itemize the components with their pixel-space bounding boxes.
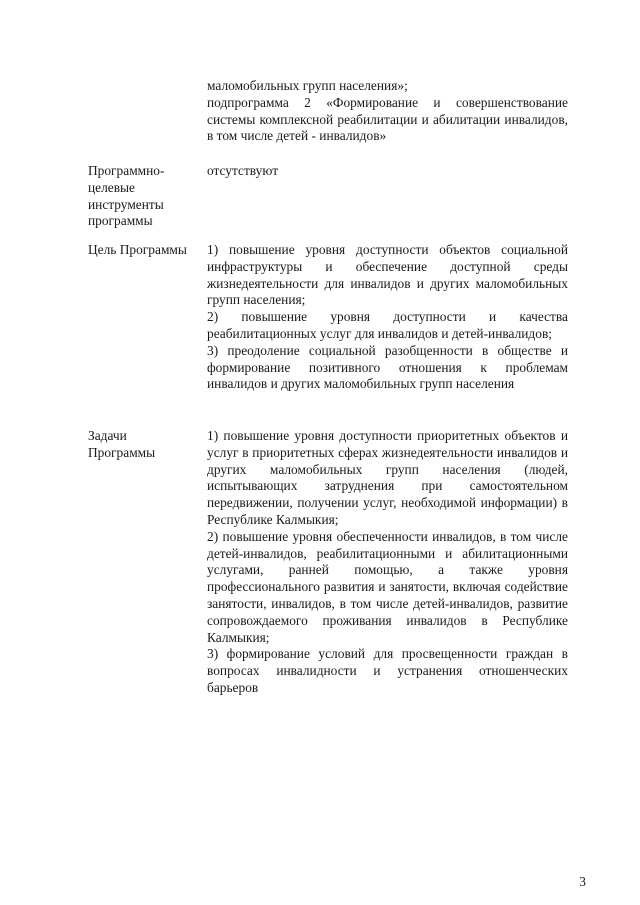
goal-label: Цель Программы xyxy=(88,242,187,257)
subprogram-1-tail: маломобильных групп населения»; xyxy=(207,78,408,93)
goal-item: 1) повышение уровня доступности объектов социальной инфраструктуры и обеспечение доступной среды жизнедеятельности для инвалидов и других маломобильных групп населения; xyxy=(207,242,568,308)
instruments-value: отсутствуют xyxy=(207,163,279,178)
tasks-content xyxy=(207,428,568,697)
goal-item: 2) повышение уровня доступности и качества реабилитационных услуг для инвалидов и детей-инвалидов; xyxy=(207,309,568,341)
task-item: 2) повышение уровня обеспеченности инвалидов, в том числе детей-инвалидов, реабилитационными и абилитационными услугами, ранней помощью, а также уровня профессионального развития и занятости, включая содействие занятости, инвалидов, в том числе детей-инвалидов, развитие сопровождаемого проживания инвалидов в Республике Калмыкия; xyxy=(207,528,568,645)
goal-item: 3) преодоление социальной разобщенности в обществе и формирование позитивного отношения к проблемам инвалидов и других маломобильных групп населения xyxy=(207,342,568,392)
subprograms-continuation xyxy=(207,78,568,145)
task-item: 3) формирование условий для просвещенности граждан в вопросах инвалидности и устранения отношенческих барьеров xyxy=(207,646,568,695)
task-item: 1) повышение уровня доступности приоритетных объектов и услуг в приоритетных сферах жизнедеятельности инвалидов и других маломобильных групп населения (людей, испытывающих затруднения при самостоятельном передвижении, получении услуг, необходимой информации) в Республике Калмыкия; xyxy=(207,428,568,527)
goal-content xyxy=(207,242,568,393)
page-number: 3 xyxy=(579,874,586,889)
tasks-label: Задачи Программы xyxy=(88,428,156,460)
instruments-label: Программно-целевые инструменты программы xyxy=(88,163,165,229)
subprogram-2: подпрограмма 2 «Формирование и совершенствование системы комплексной реабилитации и абилитации инвалидов, в том числе детей - инвалидов» xyxy=(207,94,568,144)
